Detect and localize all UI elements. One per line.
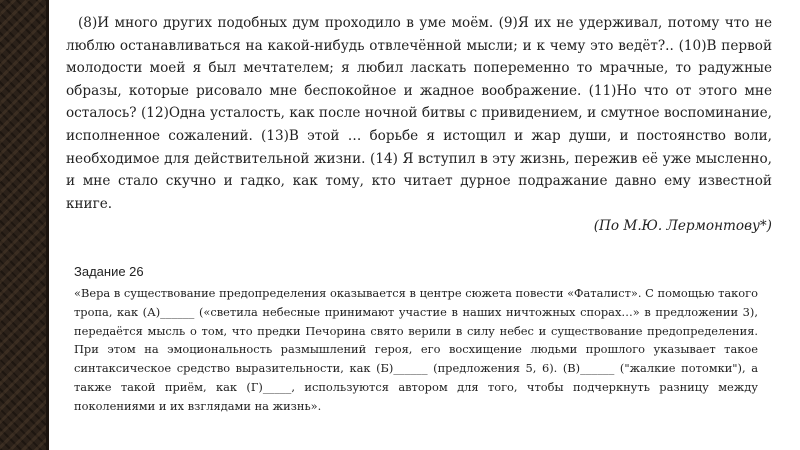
passage-attribution: (По М.Ю. Лермонтову*) [593, 218, 772, 234]
decorative-left-edge [46, 0, 49, 450]
task-text: «Вера в существование предопределения оказывается в центре сюжета повести «Фаталист». С помощью такого тропа, как (А)______ («светила небесные принимают участие в наших ничтожных спорах…» в предложении 3), передаётся мысль о том, что предки Печорина свято верили в силу небес и существование предопределения. При этом на эмоциональность размышлений героя, его восхищение людьми прошлого указывает такое синтаксическое средство выразительности, как (Б)______ (предложения 5, 6). (В)______ ("жалкие потомки"), а также такой приём, как (Г)_____, используются автором для того, чтобы подчеркнуть разницу между поколениями и их взглядами на жизнь». [74, 286, 758, 413]
source-passage: (8)И много других подобных дум проходило в уме моём. (9)Я их не удерживал, потому что не люблю останавливаться на какой-нибудь отвлечённой мысли; и к чему это ведёт?.. (10)В первой молодости моей я был мечтателем; я любил ласкать попеременно то мрачные, то радужные образы, которые рисовало мне беспокойное и жадное воображение. (11)Но что от этого мне осталось? (12)Одна усталость, как после ночной битвы с привидением, и смутное воспоминание, исполненное сожалений. (13)В этой … борьбе я истощил и жар души, и постоянство воли, необходимое для действительной жизни. (14) Я вступил в эту жизнь, пережив её уже мысленно, и мне стало скучно и гадко, как тому, кто читает дурное подражание давно ему известной книге. [66, 15, 772, 212]
task-title: Задание 26 [74, 264, 144, 279]
decorative-left-strip [0, 0, 46, 450]
